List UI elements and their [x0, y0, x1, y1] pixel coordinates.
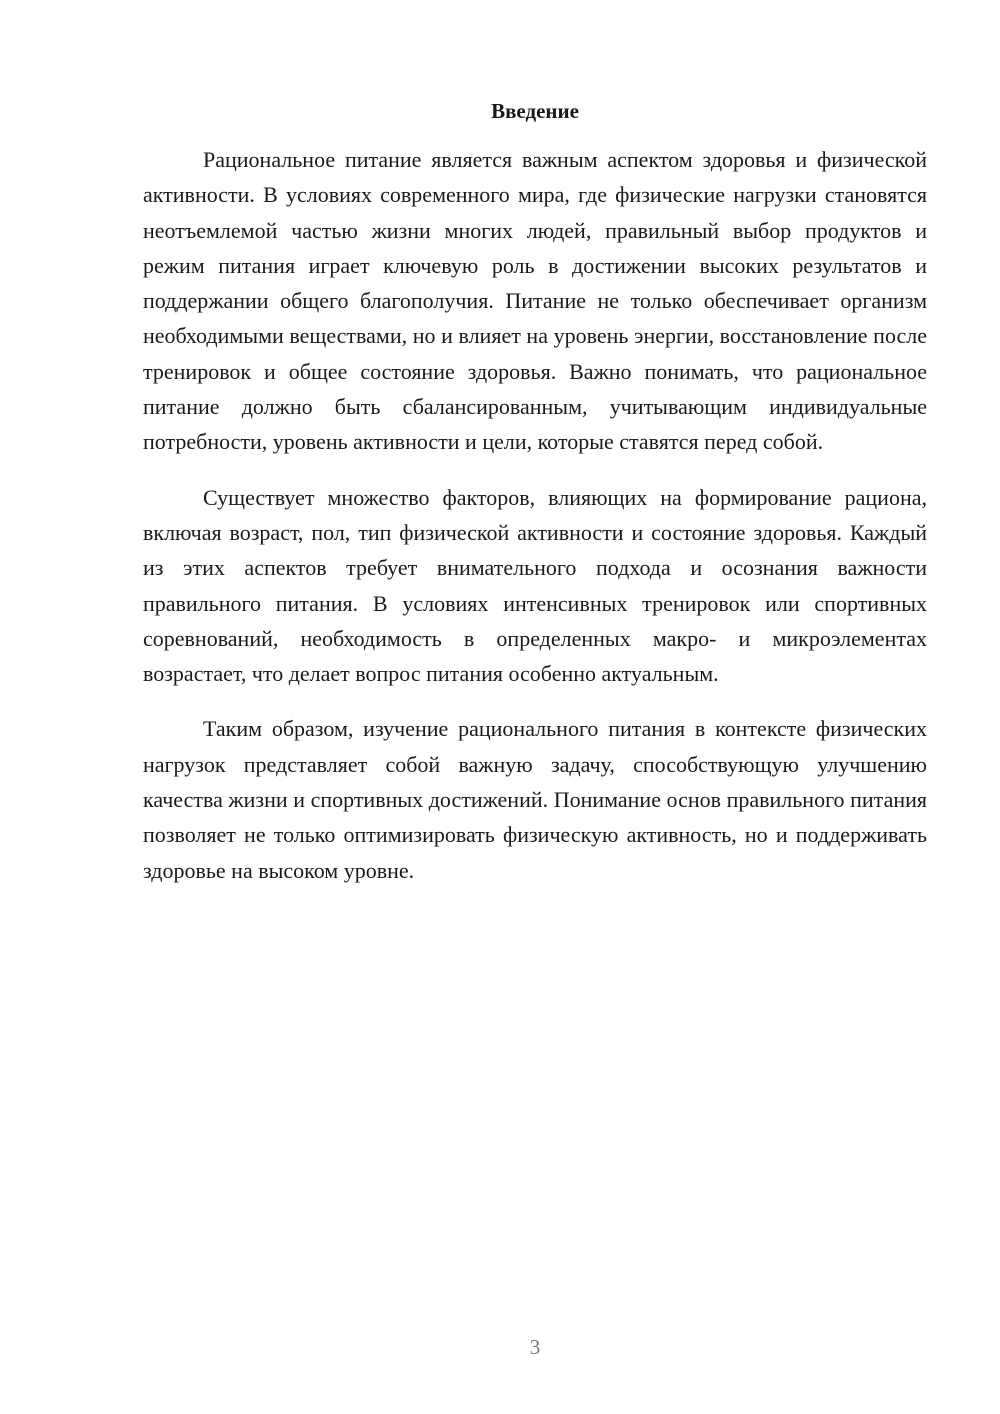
paragraph-2: Существует множество факторов, влияющих на формирование рациона, включая возраст, пол, тип физической активности и состояние здоровья. Каждый из этих аспектов требует внимательного подхода и осознания важности правильного питания. В условиях интенсивных тренировок или спортивных соревнований, необходимость в определенных макро- и микроэлементах возрастает, что делает вопрос питания особенно актуальным.: [143, 484, 927, 687]
document-body: [143, 142, 927, 908]
paragraph-1: Рациональное питание является важным аспектом здоровья и физической активности. В условиях современного мира, где физические нагрузки становятся неотъемлемой частью жизни многих людей, правильный выбор продуктов и режим питания играет ключевую роль в достижении высоких результатов и поддержании общего благополучия. Питание не только обеспечивает организм необходимыми веществами, но и влияет на уровень энергии, восстановление после тренировок и общее состояние здоровья. Важно понимать, что рациональное питание должно быть сбалансированным, учитывающим индивидуальные потребности, уровень активности и цели, которые ставятся перед собой.: [143, 147, 927, 455]
paragraph-3: Таким образом, изучение рационального питания в контексте физических нагрузок представляет собой важную задачу, способствующую улучшению качества жизни и спортивных достижений. Понимание основ правильного питания позволяет не только оптимизировать физическую активность, но и поддерживать здоровье на высоком уровне.: [143, 716, 927, 883]
page-title: Введение: [491, 99, 579, 123]
page-number: 3: [529, 1335, 541, 1359]
